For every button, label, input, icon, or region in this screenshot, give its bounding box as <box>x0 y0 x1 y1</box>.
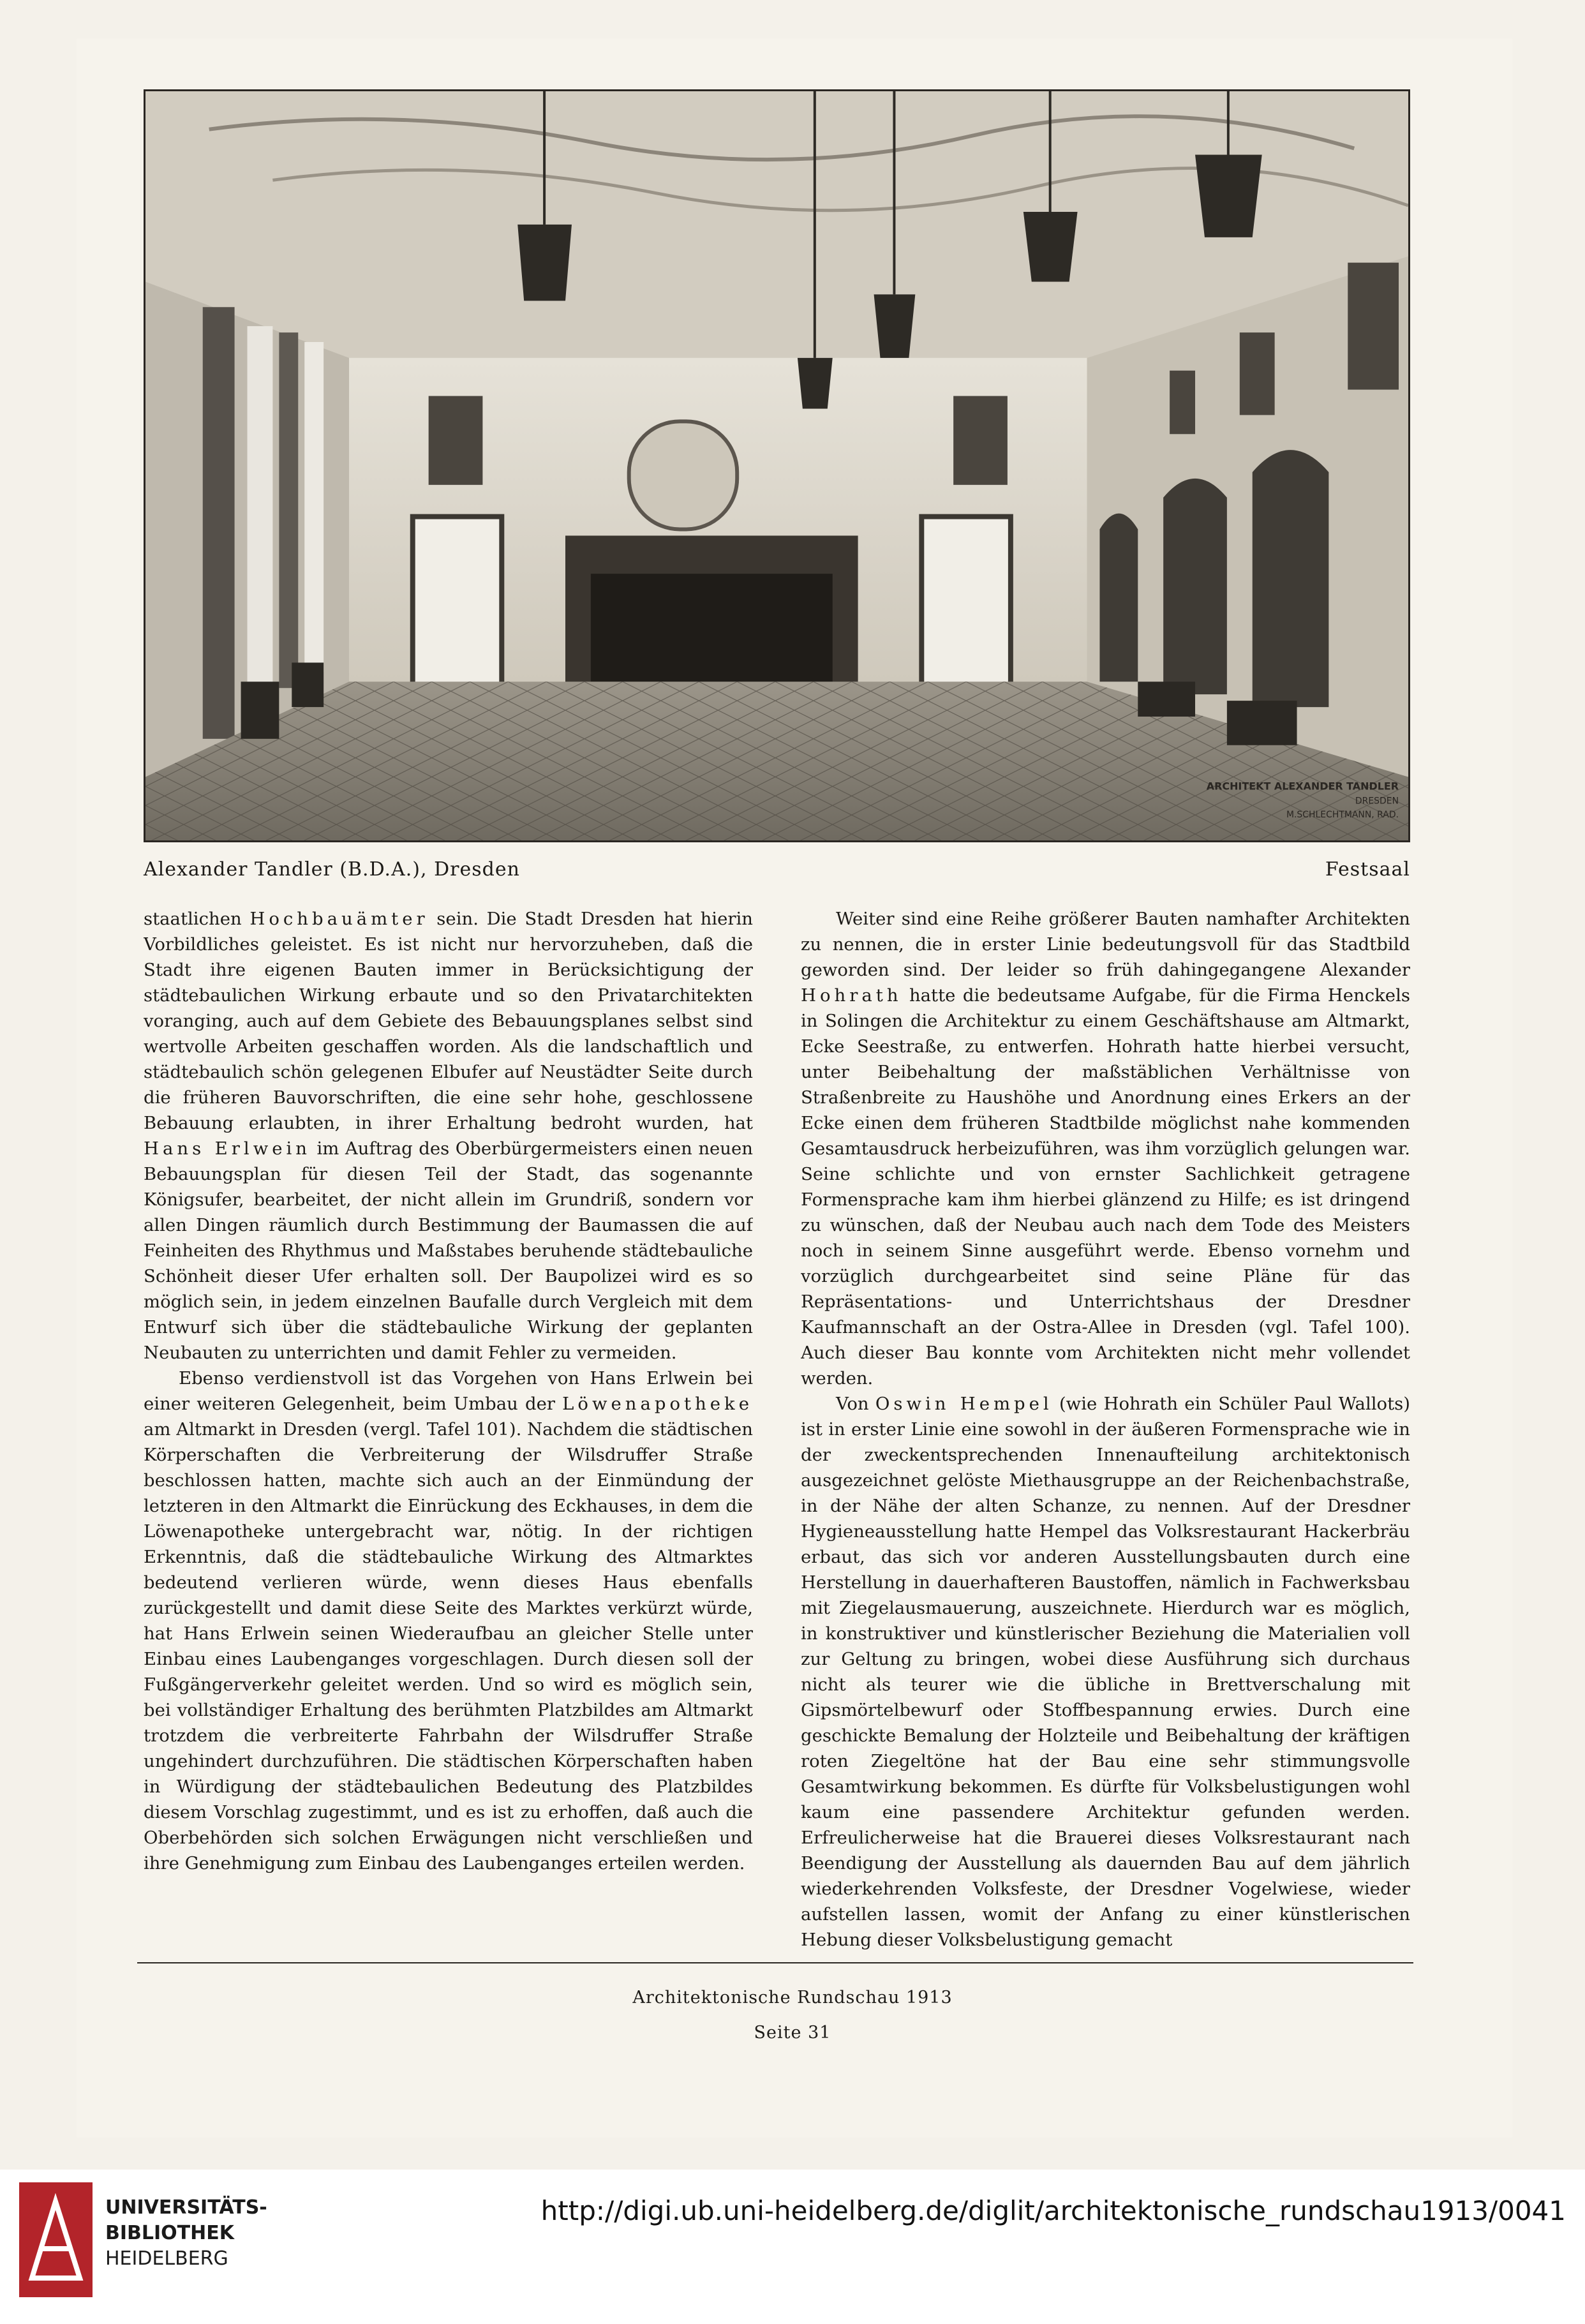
footer-rule <box>137 1962 1413 1963</box>
text-column-left <box>144 906 753 1953</box>
journal-title: Architektonische Rundschau 1913 <box>632 1988 953 2007</box>
hall-drawing <box>145 91 1408 840</box>
paragraph: Von Oswin Hempel (wie Hohrath ein Schüler Paul Wallots) ist in erster Linie eine sowohl in der äußeren Formensprache wie in der zweckentsprechenden Innenaufteilung architektonisch ausgezeichnet gelöste Miethausgruppe an der Reichenbachstraße, in der Nähe der alten Schanze, zu nennen. Auf der Dresdner Hygieneausstellung hatte Hempel das Volksrestaurant Hackerbräu erbaut, das sich vor anderen Ausstellungsbauten durch eine Herstellung in dauerhafteren Baustoffen, nämlich in Fachwerksbau mit Ziegelausmauerung, auszeichnete. Hierdurch war es möglich, in konstruktiver und künstlerischer Beziehung die Materialien voll zur Geltung zu bringen, wobei diese Ausführung sich durchaus nicht als teurer wie die übliche in Brettverschalung mit Gipsmörtelbewurf oder Stoffbespannung erwies. Durch eine geschickte Bemalung der Holzteile und Beibehaltung der kräftigen roten Ziegeltöne hat der Bau eine sehr stimmungsvolle Gesamtwirkung bekommen. Es dürfte für Volksbelustigungen wohl kaum eine passendere Architektur gefunden werden. Erfreulicherweise hat die Brauerei dieses Volksrestaurant nach Beendigung der Ausstellung als dauernden Bau auf dem jährlich wiederkehrenden Volksfeste, der Dresdner Vogelwiese, wieder aufstellen lassen, womit der Anfang zu einer künstlerischen Hebung dieser Volksbelustigung gemacht <box>801 1394 1410 1950</box>
paragraph: Weiter sind eine Reihe größerer Bauten namhafter Architekten zu nennen, die in erster Linie bedeutungsvoll für das Stadtbild geworden sind. Der leider so früh dahingegangene Alexander Hohrath hatte die bedeutsame Aufgabe, für die Firma Henckels in Solingen die Architektur zu einem Geschäftshause am Altmarkt, Ecke Seestraße, zu entwerfen. Hohrath hatte hierbei versucht, unter Beibehaltung der maßstäblichen Verhältnisse von Straßenbreite zu Haushöhe und Anordnung eines Erkers an der Ecke einen dem früheren Stadtbilde möglichst nahe kommenden Gesamtausdruck herbeizuführen, was ihm vorzüglich gelungen war. Seine schlichte und von ernster Sachlichkeit getragene Formensprache kam ihm hierbei glänzend zu Hilfe; es ist dringend zu wünschen, daß der Neubau auch nach dem Tode des Meisters noch in seinem Sinne ausgeführt werde. Ebenso vornehm und vorzüglich durchgearbeitet sind seine Pläne für das Repräsentations- und Unterrichtshaus der Dresdner Kaufmannschaft an der Ostra-Allee in Dresden (vgl. Tafel 100). Auch dieser Bau konnte vom Architekten nicht mehr vollendet werden. <box>801 909 1410 1389</box>
text-column-right <box>801 906 1410 1953</box>
signature-line-1: ARCHITEKT ALEXANDER TANDLER <box>1206 780 1399 793</box>
festsaal-illustration <box>144 89 1410 842</box>
plate-caption <box>144 858 1410 890</box>
page-number: Seite 31 <box>754 2023 831 2043</box>
caption-title: Festsaal <box>1325 858 1410 881</box>
source-url-link[interactable]: http://digi.ub.uni-heidelberg.de/diglit/architektonische_rundschau1913/0041 <box>540 2195 1566 2226</box>
signature-line-3: M.SCHLECHTMANN, RAD. <box>1286 810 1399 821</box>
signature-line-2: DRESDEN <box>1355 796 1399 807</box>
paragraph: Ebenso verdienstvoll ist das Vorgehen von Hans Erlwein bei einer weiteren Gelegenheit, beim Umbau der Löwenapotheke am Altmarkt in Dresden (vergl. Tafel 101). Nachdem die städtischen Körperschaften die Verbreiterung der Wilsdruffer Straße beschlossen hatten, machte sich auch an der Einmündung der letzteren in den Altmarkt die Einrückung des Eckhauses, in dem die Löwenapotheke untergebracht war, nötig. In der richtigen Erkenntnis, daß die städtebauliche Wirkung des Altmarktes bedeutend verlieren würde, wenn dieses Haus ebenfalls zurückgestellt und damit diese Seite des Marktes verkürzt würde, hat Hans Erlwein seinen Wiederaufbau an gleicher Stelle unter Einbau eines Laubenganges vorgeschlagen. Durch diesen soll der Fußgängerverkehr geleitet werden. Und so wird es möglich sein, bei vollständiger Erhaltung des berühmten Platzbildes am Altmarkt trotzdem die verbreiterte Fahrbahn der Wilsdruffer Straße ungehindert durchzuführen. Die städtischen Körperschaften haben in Würdigung der städtebaulichen Bedeutung des Platzbildes diesem Vorschlag zugestimmt, und es ist zu erhoffen, daß auch die Oberbehörden sich solchen Erwägungen nicht verschließen und ihre Genehmigung zum Einbau des Laubenganges erteilen werden. <box>144 1368 753 1873</box>
library-name: UNIVERSITÄTS- BIBLIOTHEK HEIDELBERG <box>105 2196 267 2270</box>
university-seal-icon <box>19 2182 93 2297</box>
paragraph: staatlichen Hochbauämter sein. Die Stadt Dresden hat hierin Vorbildliches geleistet. Es ist nicht nur hervorzuheben, daß die Stadt ihre eigenen Bauten immer in Berücksichtigung der städtebaulichen Wirkung erbaute und so den Privatarchitekten voranging, auch auf dem Gebiete des Bebauungsplanes selbst sind wertvolle Arbeiten geschaffen worden. Als die landschaftlich und städtebaulich schön gelegenen Elbufer auf Neustädter Seite durch die früheren Bauvorschriften, die eine sehr hohe, geschlossene Bebauung erlaubten, in ihrer Erhaltung bedroht wurden, hat Hans Erlwein im Auftrag des Oberbürgermeisters einen neuen Bebauungsplan für diesen Teil der Stadt, das sogenannte Königsufer, bearbeitet, der nicht allein im Grundriß, sondern vor allen Dingen räumlich durch Bestimmung der Baumassen die auf Feinheiten des Rhythmus und Maßstabes beruhende städtebauliche Schönheit dieser Ufer erhalten soll. Der Baupolizei wird es so möglich sein, in jedem einzelnen Baufalle durch Vergleich mit dem Entwurf sich über die städtebauliche Wirkung der geplanten Neubauten zu unterrichten und damit Fehler zu vermeiden. <box>144 909 753 1363</box>
caption-architect: Alexander Tandler (B.D.A.), Dresden <box>144 858 520 881</box>
